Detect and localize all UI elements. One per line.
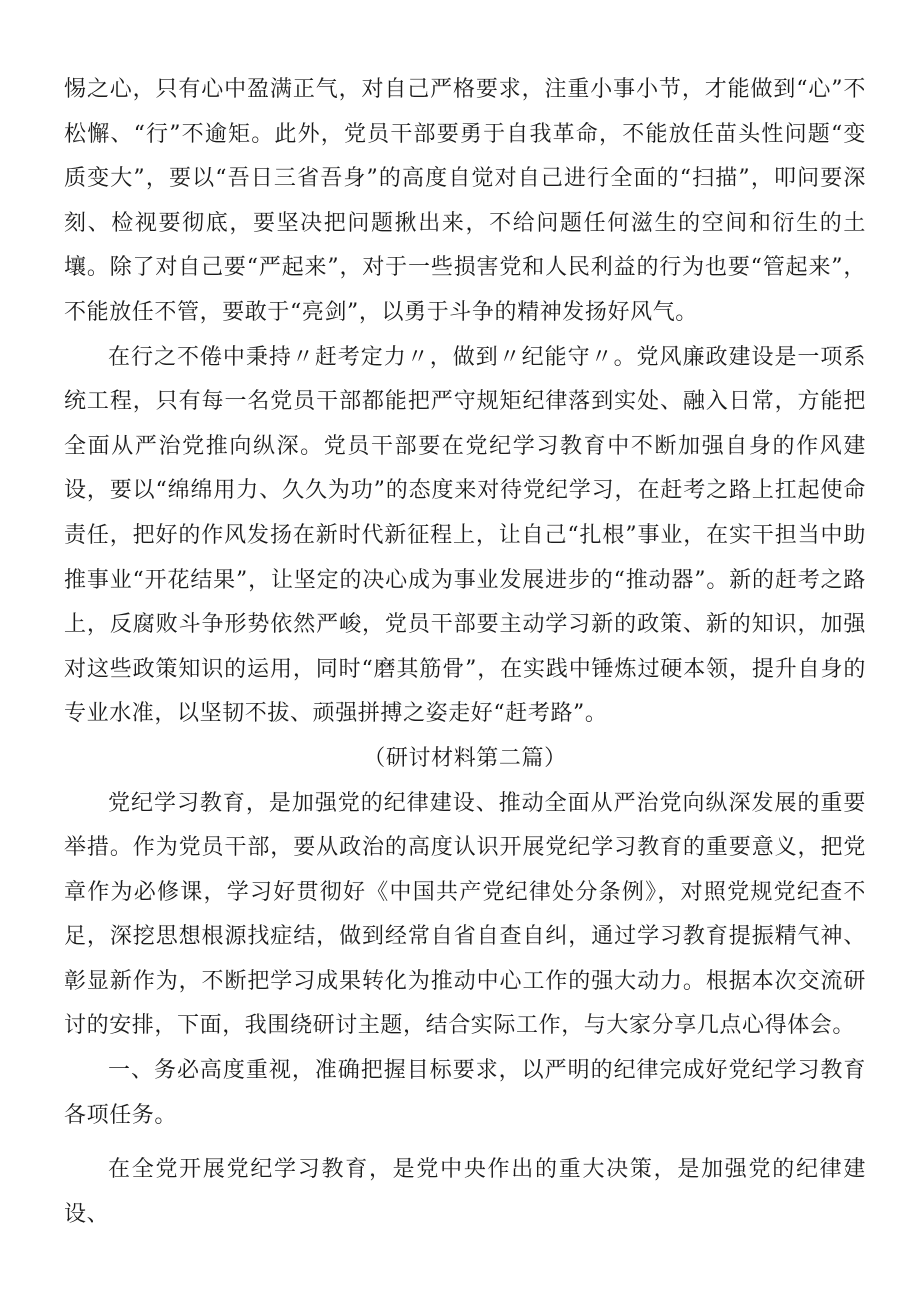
paragraph-continuation: 惕之心，只有心中盈满正气，对自己严格要求，注重小事小节，才能做到“心”不松懈、“行”不逾矩。此外，党员干部要勇于自我革命，不能放任苗头性问题“变质变大”，要以“吾日三省吾身”的高度自觉对自己进行全面的“扫描”，叩问要深刻、检视要彻底，要坚决把问题揪出来，不给问题任何滋生的空间和衍生的土壤。除了对自己要“严起来”，对于一些损害党和人民利益的行为也要“管起来”，不能放任不管，要敢于“亮剑”，以勇于斗争的精神发扬好风气。 xyxy=(64,77,866,325)
paragraph-intro: 党纪学习教育，是加强党的纪律建设、推动全面从严治党向纵深发展的重要举措。作为党员干部，要从政治的高度认识开展党纪学习教育的重要意义，把党章作为必修课，学习好贯彻好《中国共产党纪律处分条例》，对照党规党纪查不足，深挖思想根源找症结，做到经常自省自查自纠，通过学习教育提振精气神、彰显新作为，不断把学习成果转化为推动中心工作的强大动力。根据本次交流研讨的安排，下面，我围绕研讨主题，结合实际工作，与大家分享几点心得体会。 xyxy=(64,790,866,1039)
document-body xyxy=(64,68,866,1237)
paragraph-gap xyxy=(64,1138,866,1148)
paragraph-point-one: 一、务必高度重视，准确把握目标要求，以严明的纪律完成好党纪学习教育各项任务。 xyxy=(64,1058,866,1128)
paragraph-point-one-body: 在全党开展党纪学习教育，是党中央作出的重大决策，是加强党的纪律建设、 xyxy=(64,1157,866,1227)
section-heading: （研讨材料第二篇） xyxy=(363,745,567,771)
paragraph-exam-resolve: 在行之不倦中秉持〃赶考定力〃，做到〃纪能守〃。党风廉政建设是一项系统工程，只有每一名党员干部都能把严守规矩纪律落到实处、融入日常，方能把全面从严治党推向纵深。党员干部要在党纪学习教育中不断加强自身的作风建设，要以“绵绵用力、久久为功”的态度来对待党纪学习，在赶考之路上扛起使命责任，把好的作风发扬在新时代新征程上，让自己“扎根”事业，在实干担当中助推事业“开花结果”，让坚定的决心成为事业发展进步的“推动器”。新的赶考之路上，反腐败斗争形势依然严峻，党员干部要主动学习新的政策、新的知识，加强对这些政策知识的运用，同时“磨其筋骨”，在实践中锤炼过硬本领，提升自身的专业水准，以坚韧不拔、顽强拼搏之姿走好“赶考路”。 xyxy=(64,344,866,727)
